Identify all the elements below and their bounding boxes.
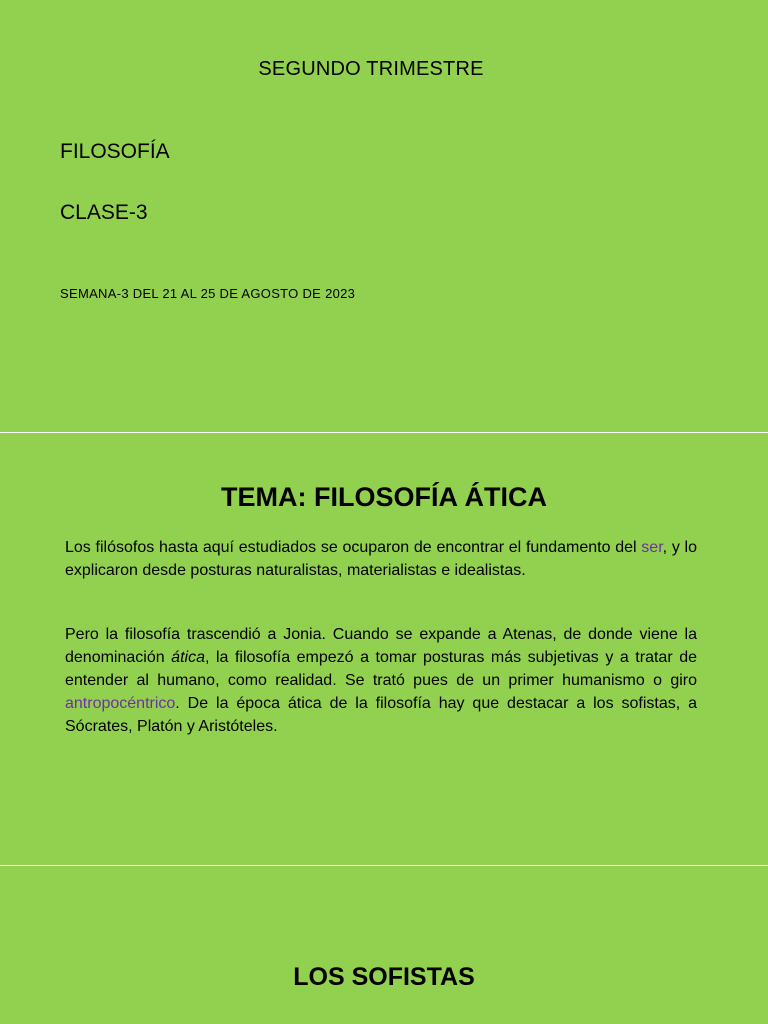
- paragraph-2-text-c: . De la época ática de la filosofía hay que destacar a los sofistas, a Sócrates, Platón y Aristóteles.: [65, 695, 697, 735]
- paragraph-2: [65, 623, 697, 738]
- subject-label: FILOSOFÍA: [60, 140, 170, 163]
- class-label: CLASE-3: [60, 201, 148, 224]
- slide-3: [0, 866, 768, 1024]
- link-ser[interactable]: ser: [641, 539, 663, 556]
- italic-atica: ática: [171, 649, 205, 666]
- paragraph-2-text-b: , la filosofía empezó a tomar posturas más subjetivas y a tratar de entender al humano, como realidad. Se trató pues de un primer humanismo o giro: [65, 649, 697, 689]
- trimester-title: SEGUNDO TRIMESTRE: [258, 58, 484, 80]
- week-dates: SEMANA-3 DEL 21 AL 25 DE AGOSTO DE 2023: [60, 286, 356, 301]
- paragraph-1-text-a: Los filósofos hasta aquí estudiados se ocuparon de encontrar el fundamento del: [65, 539, 642, 556]
- paragraph-1: [65, 536, 697, 582]
- sophists-title: LOS SOFISTAS: [293, 963, 475, 991]
- slide-2: [0, 433, 768, 865]
- paragraph-1-text-b: , y lo explicaron desde posturas naturalistas, materialistas e idealistas.: [65, 539, 698, 579]
- topic-title: TEMA: FILOSOFÍA ÁTICA: [221, 482, 547, 512]
- slide-1: [0, 0, 768, 432]
- link-antropocentrico[interactable]: antropocéntrico: [65, 695, 176, 712]
- paragraph-2-text-a: Pero la filosofía trascendió a Jonia. Cuando se expande a Atenas, de donde viene la denominación: [65, 626, 697, 666]
